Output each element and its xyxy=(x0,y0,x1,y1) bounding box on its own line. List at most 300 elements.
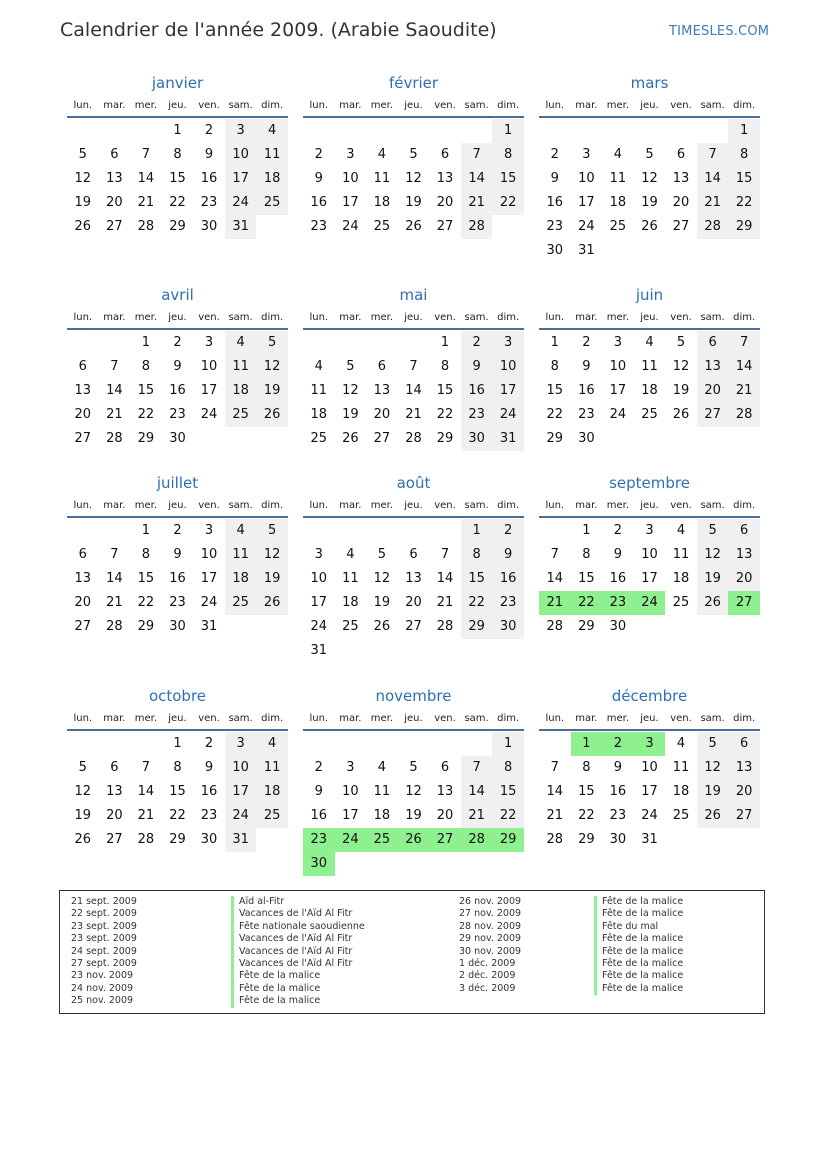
weekday-label: jeu. xyxy=(404,713,423,724)
legend-date: 23 sept. 2009 xyxy=(71,920,137,932)
day-cell: 19 xyxy=(405,195,422,210)
day-cell: 4 xyxy=(676,736,686,751)
weekday-label: ven. xyxy=(670,100,692,111)
day-cell: 5 xyxy=(78,147,87,162)
day-cell: 22 xyxy=(137,595,155,610)
day-cell: 26 xyxy=(697,804,729,828)
day-cell: 6 xyxy=(676,147,686,162)
day-cell: 19 xyxy=(373,595,391,610)
legend-left-names xyxy=(231,896,365,1008)
weekday-label: sam. xyxy=(228,713,253,724)
day-cell: 3 xyxy=(225,732,257,756)
day-cell: 14 xyxy=(405,383,422,398)
day-cell: 22 xyxy=(137,407,155,422)
weekday-label: mer. xyxy=(606,713,630,724)
day-cell: 2 xyxy=(613,523,623,538)
legend-date: 28 nov. 2009 xyxy=(459,920,522,932)
day-cell: 1 xyxy=(141,335,151,350)
day-cell: 4 xyxy=(225,519,257,543)
day-cell: 11 xyxy=(672,760,690,775)
day-cell: 28 xyxy=(461,215,493,239)
day-cell-holiday: 23 xyxy=(303,828,335,852)
day-cell: 22 xyxy=(169,195,186,210)
day-cell: 15 xyxy=(436,383,454,398)
weekday-header xyxy=(303,308,524,330)
day-cell: 15 xyxy=(728,167,760,191)
day-cell: 19 xyxy=(697,567,729,591)
day-cell: 25 xyxy=(256,191,288,215)
day-cell: 15 xyxy=(461,567,493,591)
day-cell: 17 xyxy=(342,808,359,823)
day-grid xyxy=(67,331,288,451)
weekday-header xyxy=(303,496,524,518)
weekday-label: mar. xyxy=(103,500,126,511)
day-cell: 19 xyxy=(672,383,690,398)
day-cell: 2 xyxy=(582,335,591,350)
legend-date: 26 nov. 2009 xyxy=(459,896,522,907)
day-cell: 17 xyxy=(641,784,658,799)
day-cell: 10 xyxy=(342,171,359,186)
day-cell: 21 xyxy=(461,191,493,215)
day-cell: 5 xyxy=(346,359,355,374)
day-cell: 9 xyxy=(613,547,623,562)
day-cell: 10 xyxy=(200,359,218,374)
day-cell: 22 xyxy=(492,191,524,215)
day-cell: 5 xyxy=(409,147,418,162)
month-name: septembre xyxy=(609,474,690,492)
weekday-label: mar. xyxy=(103,312,126,323)
brand-link[interactable]: TIMESLES.COM xyxy=(669,24,770,39)
day-cell: 26 xyxy=(672,407,690,422)
day-cell: 7 xyxy=(141,147,151,162)
day-cell-holiday: 30 xyxy=(303,852,335,876)
weekday-header xyxy=(539,96,760,118)
weekday-label: jeu. xyxy=(168,713,187,724)
day-cell: 7 xyxy=(440,547,450,562)
day-cell: 11 xyxy=(373,784,391,799)
day-cell: 4 xyxy=(314,359,323,374)
day-cell: 15 xyxy=(578,571,595,586)
day-cell: 31 xyxy=(641,832,658,847)
day-cell: 25 xyxy=(342,619,359,634)
day-cell: 27 xyxy=(106,219,123,234)
weekday-label: ven. xyxy=(434,500,456,511)
day-cell: 4 xyxy=(377,760,387,775)
legend-holiday-name: Fête de la malice xyxy=(594,946,683,958)
day-cell: 18 xyxy=(225,379,257,403)
legend-holiday-name: Fête de la malice xyxy=(594,896,683,908)
day-cell: 12 xyxy=(641,171,658,186)
month-name: février xyxy=(388,74,439,92)
day-cell: 27 xyxy=(405,619,422,634)
day-cell: 4 xyxy=(256,119,288,143)
weekday-label: jeu. xyxy=(168,100,187,111)
day-cell: 10 xyxy=(225,756,257,780)
day-cell-holiday: 2 xyxy=(602,732,634,756)
day-cell: 18 xyxy=(373,808,391,823)
day-cell: 28 xyxy=(106,619,123,634)
weekday-label: ven. xyxy=(670,312,692,323)
day-cell: 1 xyxy=(492,119,524,143)
month-name: août xyxy=(396,474,431,492)
weekday-label: sam. xyxy=(700,500,725,511)
day-cell: 10 xyxy=(342,784,359,799)
day-cell: 22 xyxy=(578,808,595,823)
day-cell: 25 xyxy=(225,403,257,427)
day-cell: 6 xyxy=(697,331,729,355)
day-cell: 12 xyxy=(342,383,359,398)
month-name: décembre xyxy=(611,687,688,705)
month-block xyxy=(67,685,288,852)
day-cell: 31 xyxy=(492,427,524,451)
day-cell: 13 xyxy=(436,784,454,799)
day-cell: 14 xyxy=(728,355,760,379)
weekday-label: lun. xyxy=(309,312,329,323)
day-cell-holiday: 23 xyxy=(602,591,634,615)
day-cell: 12 xyxy=(405,784,422,799)
day-cell: 7 xyxy=(550,547,559,562)
day-cell-holiday: 28 xyxy=(461,828,493,852)
day-cell: 24 xyxy=(342,219,359,234)
day-cell: 10 xyxy=(225,143,257,167)
day-cell: 30 xyxy=(492,615,524,639)
page-title: Calendrier de l'année 2009. (Arabie Saoudite) xyxy=(60,19,497,41)
day-cell: 5 xyxy=(697,519,729,543)
day-cell: 28 xyxy=(697,215,729,239)
day-cell: 28 xyxy=(436,619,454,634)
day-cell: 23 xyxy=(609,808,627,823)
day-cell: 16 xyxy=(492,567,524,591)
day-cell: 29 xyxy=(578,832,595,847)
legend-holiday-name: Vacances de l'Aïd Al Fitr xyxy=(231,946,365,958)
day-cell: 19 xyxy=(405,808,422,823)
legend-holiday-name: Fête de la malice xyxy=(231,995,365,1007)
day-cell: 23 xyxy=(578,407,595,422)
day-cell: 1 xyxy=(440,335,450,350)
day-cell: 6 xyxy=(440,147,450,162)
day-cell: 16 xyxy=(310,808,328,823)
day-cell: 7 xyxy=(461,143,493,167)
legend-holiday-name: Fête de la malice xyxy=(594,983,683,995)
day-cell: 7 xyxy=(110,547,119,562)
day-cell: 17 xyxy=(641,571,658,586)
day-cell: 18 xyxy=(256,780,288,804)
day-cell: 29 xyxy=(169,832,186,847)
day-cell: 9 xyxy=(492,543,524,567)
day-cell: 16 xyxy=(310,195,328,210)
day-cell: 2 xyxy=(461,331,493,355)
day-cell: 7 xyxy=(697,143,729,167)
weekday-label: mar. xyxy=(575,500,598,511)
day-cell: 6 xyxy=(728,732,760,756)
day-cell: 14 xyxy=(137,784,155,799)
legend-holiday-name: Fête de la malice xyxy=(594,958,683,970)
legend-holiday-name: Fête de la malice xyxy=(231,970,365,982)
day-cell: 29 xyxy=(169,219,186,234)
day-cell: 18 xyxy=(225,567,257,591)
day-cell: 8 xyxy=(173,147,182,162)
day-cell: 14 xyxy=(436,571,454,586)
day-cell: 12 xyxy=(672,359,690,374)
day-cell: 13 xyxy=(697,355,729,379)
day-cell: 17 xyxy=(225,167,257,191)
day-cell: 13 xyxy=(106,171,123,186)
day-cell: 1 xyxy=(492,732,524,756)
weekday-label: dim. xyxy=(497,500,520,511)
day-cell: 23 xyxy=(200,808,218,823)
day-cell: 11 xyxy=(672,547,690,562)
day-cell: 31 xyxy=(578,243,595,258)
weekday-label: dim. xyxy=(497,713,520,724)
day-cell: 9 xyxy=(173,547,182,562)
weekday-label: mar. xyxy=(103,100,126,111)
weekday-label: sam. xyxy=(464,713,489,724)
legend-holiday-name: Vacances de l'Aïd Al Fitr xyxy=(231,933,365,945)
day-cell: 12 xyxy=(697,756,729,780)
day-cell: 20 xyxy=(74,407,92,422)
day-cell: 2 xyxy=(314,147,323,162)
day-grid xyxy=(67,732,288,852)
day-cell: 13 xyxy=(74,383,92,398)
day-cell: 18 xyxy=(342,595,359,610)
day-cell: 11 xyxy=(609,171,627,186)
day-cell-holiday: 24 xyxy=(634,591,666,615)
day-cell: 21 xyxy=(137,808,155,823)
weekday-header xyxy=(67,308,288,330)
day-cell: 5 xyxy=(697,732,729,756)
day-cell: 9 xyxy=(613,760,623,775)
weekday-label: dim. xyxy=(733,500,756,511)
day-cell: 29 xyxy=(436,431,454,446)
legend-holiday-name: Fête de la malice xyxy=(231,983,365,995)
weekday-label: mer. xyxy=(370,100,394,111)
day-cell: 8 xyxy=(141,547,151,562)
weekday-label: lun. xyxy=(545,100,565,111)
day-cell: 26 xyxy=(373,619,391,634)
day-cell: 28 xyxy=(137,219,155,234)
weekday-label: mer. xyxy=(370,713,394,724)
month-block xyxy=(67,72,288,239)
day-cell: 2 xyxy=(204,736,214,751)
weekday-label: jeu. xyxy=(404,100,423,111)
day-cell: 4 xyxy=(645,335,654,350)
day-cell: 5 xyxy=(409,760,418,775)
day-cell: 13 xyxy=(106,784,123,799)
day-cell: 19 xyxy=(697,780,729,804)
legend-date: 29 nov. 2009 xyxy=(459,933,522,945)
month-block xyxy=(303,685,524,876)
day-cell-holiday: 27 xyxy=(429,828,461,852)
weekday-label: sam. xyxy=(464,500,489,511)
day-cell: 16 xyxy=(169,571,186,586)
day-cell: 8 xyxy=(492,143,524,167)
weekday-label: dim. xyxy=(261,713,284,724)
legend-holiday-name: Fête de la malice xyxy=(594,970,683,982)
day-cell: 30 xyxy=(169,431,186,446)
day-cell-holiday: 27 xyxy=(728,591,760,615)
day-cell: 17 xyxy=(492,379,524,403)
day-cell: 25 xyxy=(373,219,391,234)
day-cell: 26 xyxy=(405,219,422,234)
day-cell: 4 xyxy=(225,331,257,355)
day-cell: 16 xyxy=(546,195,564,210)
weekday-label: dim. xyxy=(733,100,756,111)
day-cell: 24 xyxy=(578,219,595,234)
day-cell: 1 xyxy=(141,523,151,538)
day-cell: 14 xyxy=(461,780,493,804)
day-cell: 19 xyxy=(342,407,359,422)
weekday-label: mar. xyxy=(103,713,126,724)
day-cell: 9 xyxy=(582,359,591,374)
day-cell-holiday: 3 xyxy=(634,732,666,756)
day-cell: 31 xyxy=(225,828,257,852)
day-cell: 15 xyxy=(169,171,186,186)
legend-holiday-name: Fête de la malice xyxy=(594,933,683,945)
weekday-label: mer. xyxy=(134,100,158,111)
day-cell: 25 xyxy=(641,407,658,422)
legend-holiday-name: Aïd al-Fitr xyxy=(231,896,365,908)
day-cell: 10 xyxy=(492,355,524,379)
day-grid xyxy=(303,119,524,239)
day-cell: 11 xyxy=(310,383,328,398)
weekday-label: jeu. xyxy=(640,100,659,111)
day-cell: 8 xyxy=(582,760,591,775)
day-cell-holiday: 29 xyxy=(492,828,524,852)
day-cell: 27 xyxy=(74,619,92,634)
day-cell: 17 xyxy=(200,383,218,398)
weekday-label: mar. xyxy=(575,312,598,323)
day-cell: 16 xyxy=(200,784,218,799)
day-cell: 21 xyxy=(405,407,422,422)
day-cell: 18 xyxy=(609,195,627,210)
day-cell: 24 xyxy=(200,595,218,610)
day-cell: 6 xyxy=(110,760,119,775)
day-cell: 31 xyxy=(200,619,218,634)
month-name: mars xyxy=(630,74,669,92)
day-cell: 2 xyxy=(314,760,323,775)
day-grid xyxy=(303,732,524,876)
day-cell: 21 xyxy=(436,595,454,610)
weekday-label: lun. xyxy=(545,713,565,724)
day-cell: 10 xyxy=(200,547,218,562)
day-cell: 30 xyxy=(609,619,627,634)
day-cell: 17 xyxy=(342,195,359,210)
day-cell: 23 xyxy=(169,407,186,422)
day-cell: 24 xyxy=(492,403,524,427)
day-cell: 22 xyxy=(728,191,760,215)
legend-date: 25 nov. 2009 xyxy=(71,995,134,1007)
weekday-label: ven. xyxy=(434,713,456,724)
month-name: juillet xyxy=(156,474,199,492)
day-cell: 9 xyxy=(461,355,493,379)
day-cell: 5 xyxy=(78,760,87,775)
day-cell: 12 xyxy=(256,543,288,567)
day-cell: 27 xyxy=(697,403,729,427)
day-cell: 7 xyxy=(409,359,418,374)
day-grid xyxy=(539,519,760,639)
weekday-label: mer. xyxy=(370,500,394,511)
day-cell: 17 xyxy=(578,195,595,210)
weekday-label: jeu. xyxy=(168,500,187,511)
weekday-label: mar. xyxy=(575,713,598,724)
day-cell: 29 xyxy=(578,619,595,634)
day-cell: 24 xyxy=(225,191,257,215)
day-cell: 20 xyxy=(436,808,454,823)
day-cell-holiday: 25 xyxy=(366,828,398,852)
day-cell: 25 xyxy=(310,431,328,446)
weekday-label: ven. xyxy=(670,500,692,511)
day-cell: 23 xyxy=(310,219,328,234)
weekday-label: mer. xyxy=(606,100,630,111)
weekday-label: sam. xyxy=(700,312,725,323)
day-cell: 20 xyxy=(373,407,391,422)
month-block xyxy=(303,284,524,451)
day-cell: 20 xyxy=(728,780,760,804)
day-cell: 28 xyxy=(405,431,422,446)
day-cell: 13 xyxy=(672,171,690,186)
day-cell: 21 xyxy=(697,191,729,215)
day-cell: 23 xyxy=(200,195,218,210)
day-cell: 16 xyxy=(169,383,186,398)
day-cell: 11 xyxy=(373,171,391,186)
day-cell: 29 xyxy=(461,615,493,639)
day-cell-holiday: 22 xyxy=(571,591,603,615)
month-name: octobre xyxy=(148,687,207,705)
day-cell: 15 xyxy=(137,383,155,398)
day-cell: 14 xyxy=(106,571,123,586)
day-cell: 25 xyxy=(256,804,288,828)
day-cell: 30 xyxy=(546,243,564,258)
weekday-label: ven. xyxy=(198,713,220,724)
day-cell: 1 xyxy=(173,123,182,138)
day-cell: 5 xyxy=(256,331,288,355)
legend-right-dates xyxy=(459,896,521,995)
day-cell: 7 xyxy=(728,331,760,355)
day-cell: 11 xyxy=(256,756,288,780)
day-cell: 4 xyxy=(377,147,387,162)
day-cell: 7 xyxy=(461,756,493,780)
day-cell: 13 xyxy=(436,171,454,186)
day-cell: 13 xyxy=(728,756,760,780)
weekday-header xyxy=(303,709,524,731)
weekday-label: mar. xyxy=(339,100,362,111)
weekday-label: dim. xyxy=(497,312,520,323)
day-cell: 1 xyxy=(461,519,493,543)
day-cell: 23 xyxy=(546,219,564,234)
day-cell: 2 xyxy=(173,335,182,350)
weekday-label: sam. xyxy=(228,500,253,511)
weekday-label: dim. xyxy=(733,713,756,724)
day-cell: 15 xyxy=(169,784,186,799)
month-block xyxy=(303,472,524,663)
day-cell: 15 xyxy=(546,383,564,398)
day-cell: 21 xyxy=(461,804,493,828)
day-cell: 6 xyxy=(409,547,418,562)
day-cell: 20 xyxy=(106,195,123,210)
day-cell: 17 xyxy=(225,780,257,804)
weekday-label: sam. xyxy=(700,713,725,724)
day-cell: 10 xyxy=(609,359,627,374)
legend-date: 21 sept. 2009 xyxy=(71,896,137,907)
day-cell: 17 xyxy=(310,595,328,610)
day-cell: 18 xyxy=(373,195,391,210)
weekday-label: lun. xyxy=(73,100,93,111)
day-cell: 24 xyxy=(225,804,257,828)
day-cell: 27 xyxy=(728,804,760,828)
weekday-label: dim. xyxy=(261,100,284,111)
legend-date: 23 nov. 2009 xyxy=(71,970,134,982)
day-cell: 5 xyxy=(676,335,686,350)
